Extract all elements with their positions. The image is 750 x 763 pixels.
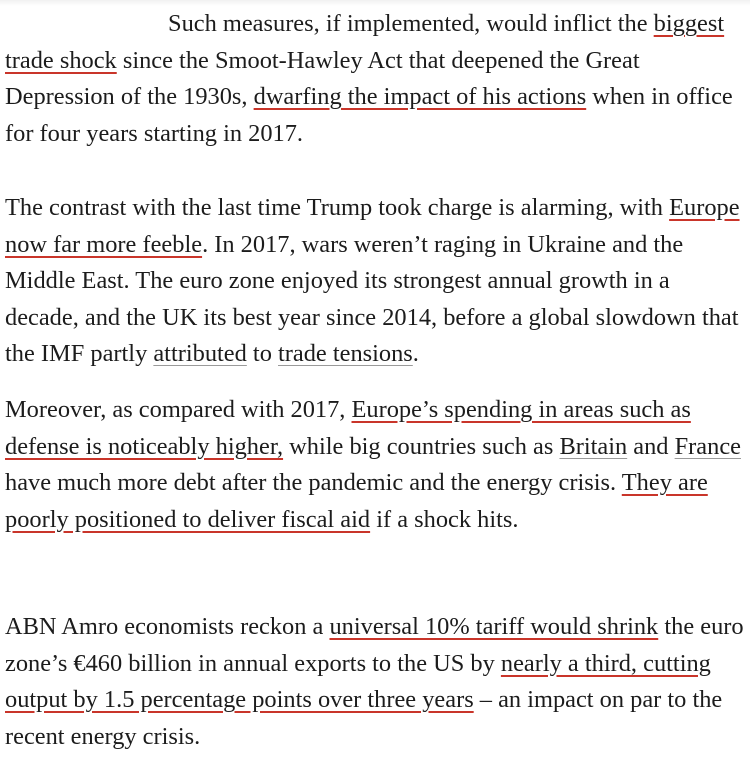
paragraph-abn-amro <box>5 609 747 755</box>
text: . In 2017, wars weren’t raging in Ukraine and the Middle East. The euro zone enjoyed its strongest annual growth in a decade, and the UK its best year since 2014, before a global slowdown that the IMF partly <box>5 230 739 367</box>
text: ABN Amro economists reckon a <box>5 613 330 640</box>
text: and <box>627 432 675 460</box>
paragraph-spending <box>5 392 747 538</box>
text: to <box>246 340 278 367</box>
link-attributed[interactable]: attributed <box>153 340 247 367</box>
link-britain[interactable]: Britain <box>559 432 628 460</box>
text: Moreover, as compared with 2017, <box>5 396 352 423</box>
text: while big countries such as <box>283 432 560 460</box>
link-trade-tensions[interactable]: trade tensions <box>278 340 413 367</box>
text: since the Smoot-Hawley Act that deepened the Great Depression of the 1930s, <box>5 46 640 110</box>
highlight-europe-feeble: Europe now far more feeble <box>5 194 740 258</box>
highlight-fiscal-aid: They are poorly positioned to deliver fiscal aid <box>5 469 708 533</box>
highlight-defense-spending: Europe’s spending in areas such as defense is noticeably higher, <box>5 396 691 460</box>
text: if a shock hits. <box>370 505 519 533</box>
highlight-biggest-trade-shock: biggest trade shock <box>5 10 725 74</box>
highlight-universal-tariff: universal 10% tariff would shrink <box>329 613 659 640</box>
text: have much more debt after the pandemic and the energy crisis. <box>5 469 622 496</box>
highlight-dwarfing-impact: dwarfing the impact of his actions <box>253 83 587 110</box>
link-france[interactable]: France <box>674 432 741 460</box>
paragraph-contrast <box>5 190 747 373</box>
paragraph-trade-shock <box>5 6 747 152</box>
text: the euro zone’s €460 billion in annual exports to the US by <box>5 613 744 677</box>
text: – an impact on par to the recent energy crisis. <box>5 686 723 750</box>
highlight-output-cut: nearly a third, cutting output by 1.5 percentage points over three years <box>5 649 711 713</box>
text: The contrast with the last time Trump took charge is alarming, with <box>5 194 670 221</box>
text: when in office for four years starting in 2017. <box>5 83 733 147</box>
text: Such measures, if implemented, would inflict the <box>168 10 654 37</box>
text: . <box>412 340 419 367</box>
